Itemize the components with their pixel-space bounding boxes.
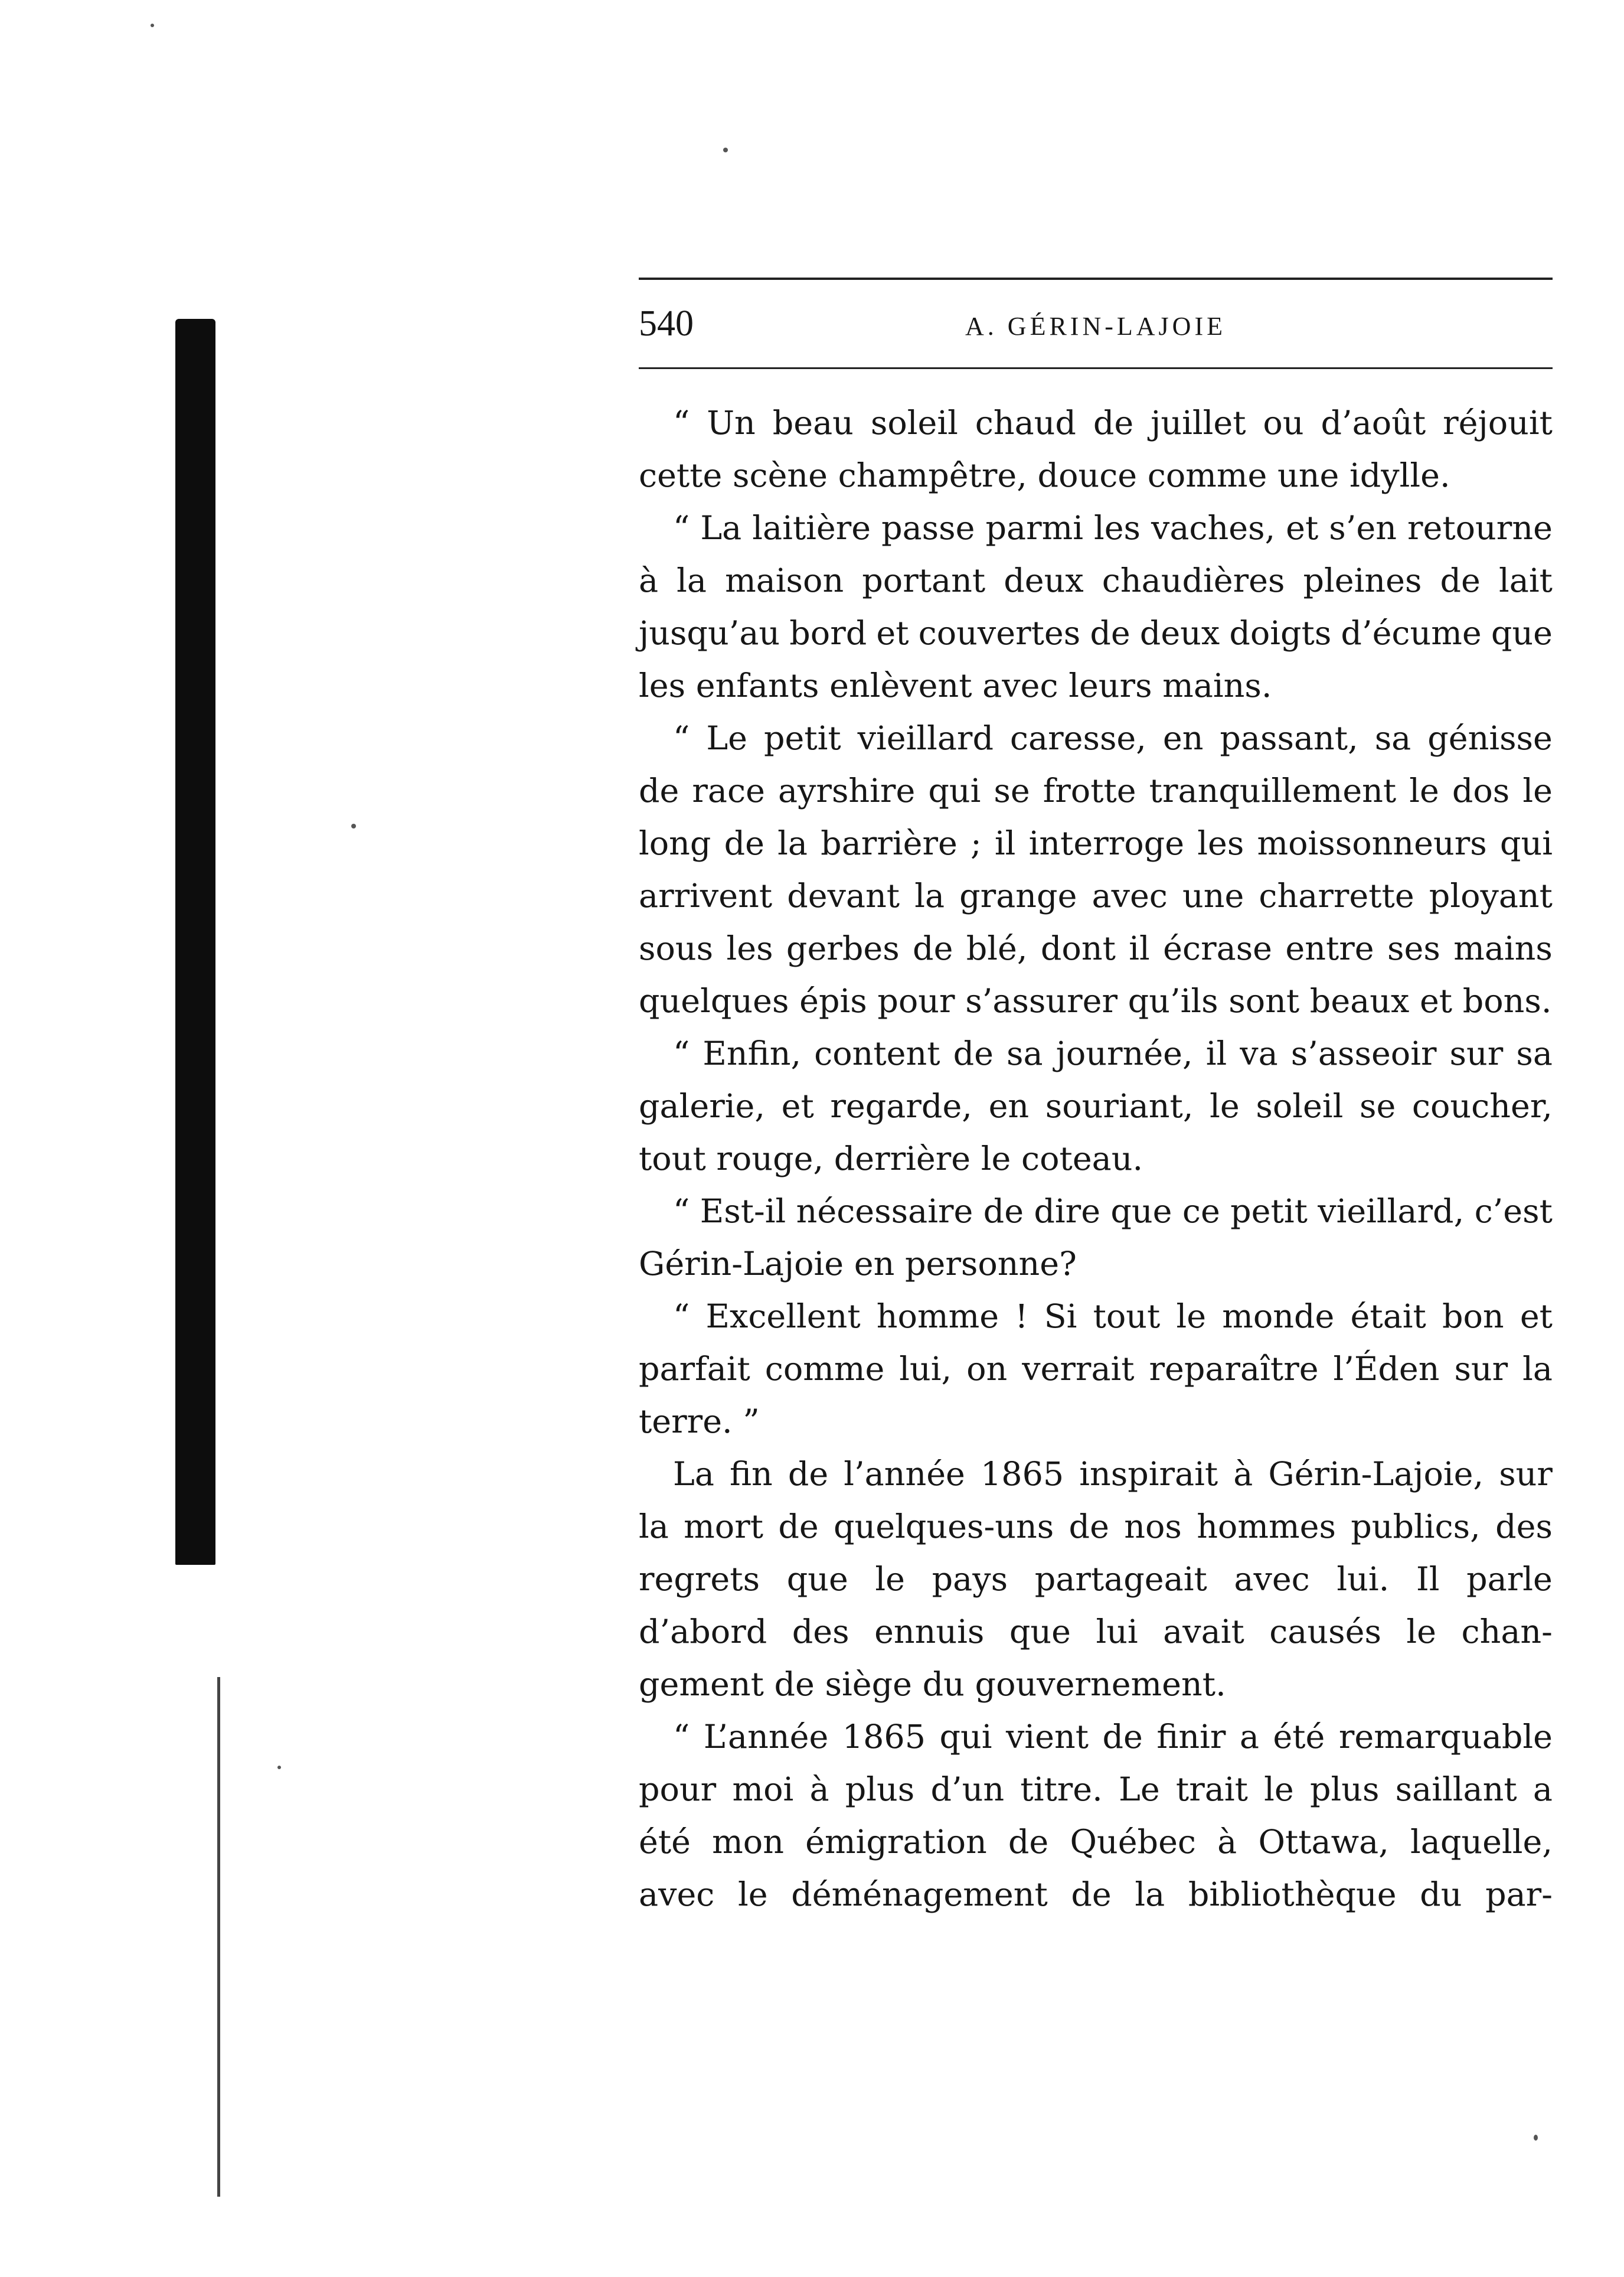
scan-speck xyxy=(723,148,728,152)
text-line: galerie, et regarde, en souriant, le soleil se coucher, xyxy=(639,1087,1553,1126)
text-line: “ Le petit vieillard caresse, en passant, sa génisse xyxy=(673,719,1553,758)
text-line: gement de siège du gouvernement. xyxy=(639,1665,1226,1704)
text-line: arrivent devant la grange avec une charrette ployant xyxy=(639,877,1553,915)
body-text xyxy=(639,397,1553,1921)
text-line: quelques épis pour s’assurer qu’ils sont beaux et bons. xyxy=(639,982,1552,1020)
header-top-rule xyxy=(639,278,1553,280)
text-line: de race ayrshire qui se frotte tranquillement le dos le xyxy=(639,772,1553,810)
text-line: “ Enfin, content de sa journée, il va s’asseoir sur sa xyxy=(673,1035,1553,1073)
text-line: pour moi à plus d’un titre. Le trait le plus saillant a xyxy=(639,1770,1553,1809)
text-line: parfait comme lui, on verrait reparaître l’Éden sur la xyxy=(639,1350,1553,1388)
text-line: sous les gerbes de blé, dont il écrase entre ses mains xyxy=(639,929,1553,968)
text-line: tout rouge, derrière le coteau. xyxy=(639,1140,1143,1178)
page-number: 540 xyxy=(639,304,694,344)
text-line: cette scène champêtre, douce comme une idylle. xyxy=(639,456,1450,495)
text-line: à la maison portant deux chaudières pleines de lait xyxy=(639,562,1553,600)
text-line: “ L’année 1865 qui vient de finir a été remarquable xyxy=(673,1718,1553,1756)
text-line: été mon émigration de Québec à Ottawa, laquelle, xyxy=(639,1823,1553,1861)
text-line: terre. ” xyxy=(639,1402,760,1441)
binding-edge xyxy=(217,1677,220,2197)
text-line: long de la barrière ; il interroge les moissonneurs qui xyxy=(639,824,1553,863)
scan-speck xyxy=(1534,2135,1538,2141)
text-line: d’abord des ennuis que lui avait causés le chan- xyxy=(639,1613,1553,1651)
text-line: avec le déménagement de la bibliothèque du par- xyxy=(639,1875,1553,1914)
running-head: A. GÉRIN-LAJOIE xyxy=(965,312,1226,341)
text-line: la mort de quelques-uns de nos hommes publics, des xyxy=(639,1508,1553,1546)
text-line: “ Est-il nécessaire de dire que ce petit vieillard, c’est xyxy=(673,1192,1553,1231)
text-line: “ La laitière passe parmi les vaches, et s’en retourne xyxy=(673,509,1553,547)
text-line: La fin de l’année 1865 inspirait à Gérin-Lajoie, sur xyxy=(673,1455,1553,1493)
header-bottom-rule xyxy=(639,367,1553,369)
text-line: jusqu’au bord et couvertes de deux doigts d’écume que xyxy=(639,614,1553,653)
scan-speck xyxy=(151,24,154,27)
scan-speck xyxy=(351,824,356,828)
binding-shadow xyxy=(175,319,215,1565)
text-line: Gérin-Lajoie en personne? xyxy=(639,1245,1077,1283)
text-line: “ Excellent homme ! Si tout le monde était bon et xyxy=(673,1297,1553,1336)
scan-speck xyxy=(277,1766,281,1769)
text-line: les enfants enlèvent avec leurs mains. xyxy=(639,667,1272,705)
text-line: regrets que le pays partageait avec lui. Il parle xyxy=(639,1560,1553,1599)
text-line: “ Un beau soleil chaud de juillet ou d’août réjouit xyxy=(673,404,1553,442)
